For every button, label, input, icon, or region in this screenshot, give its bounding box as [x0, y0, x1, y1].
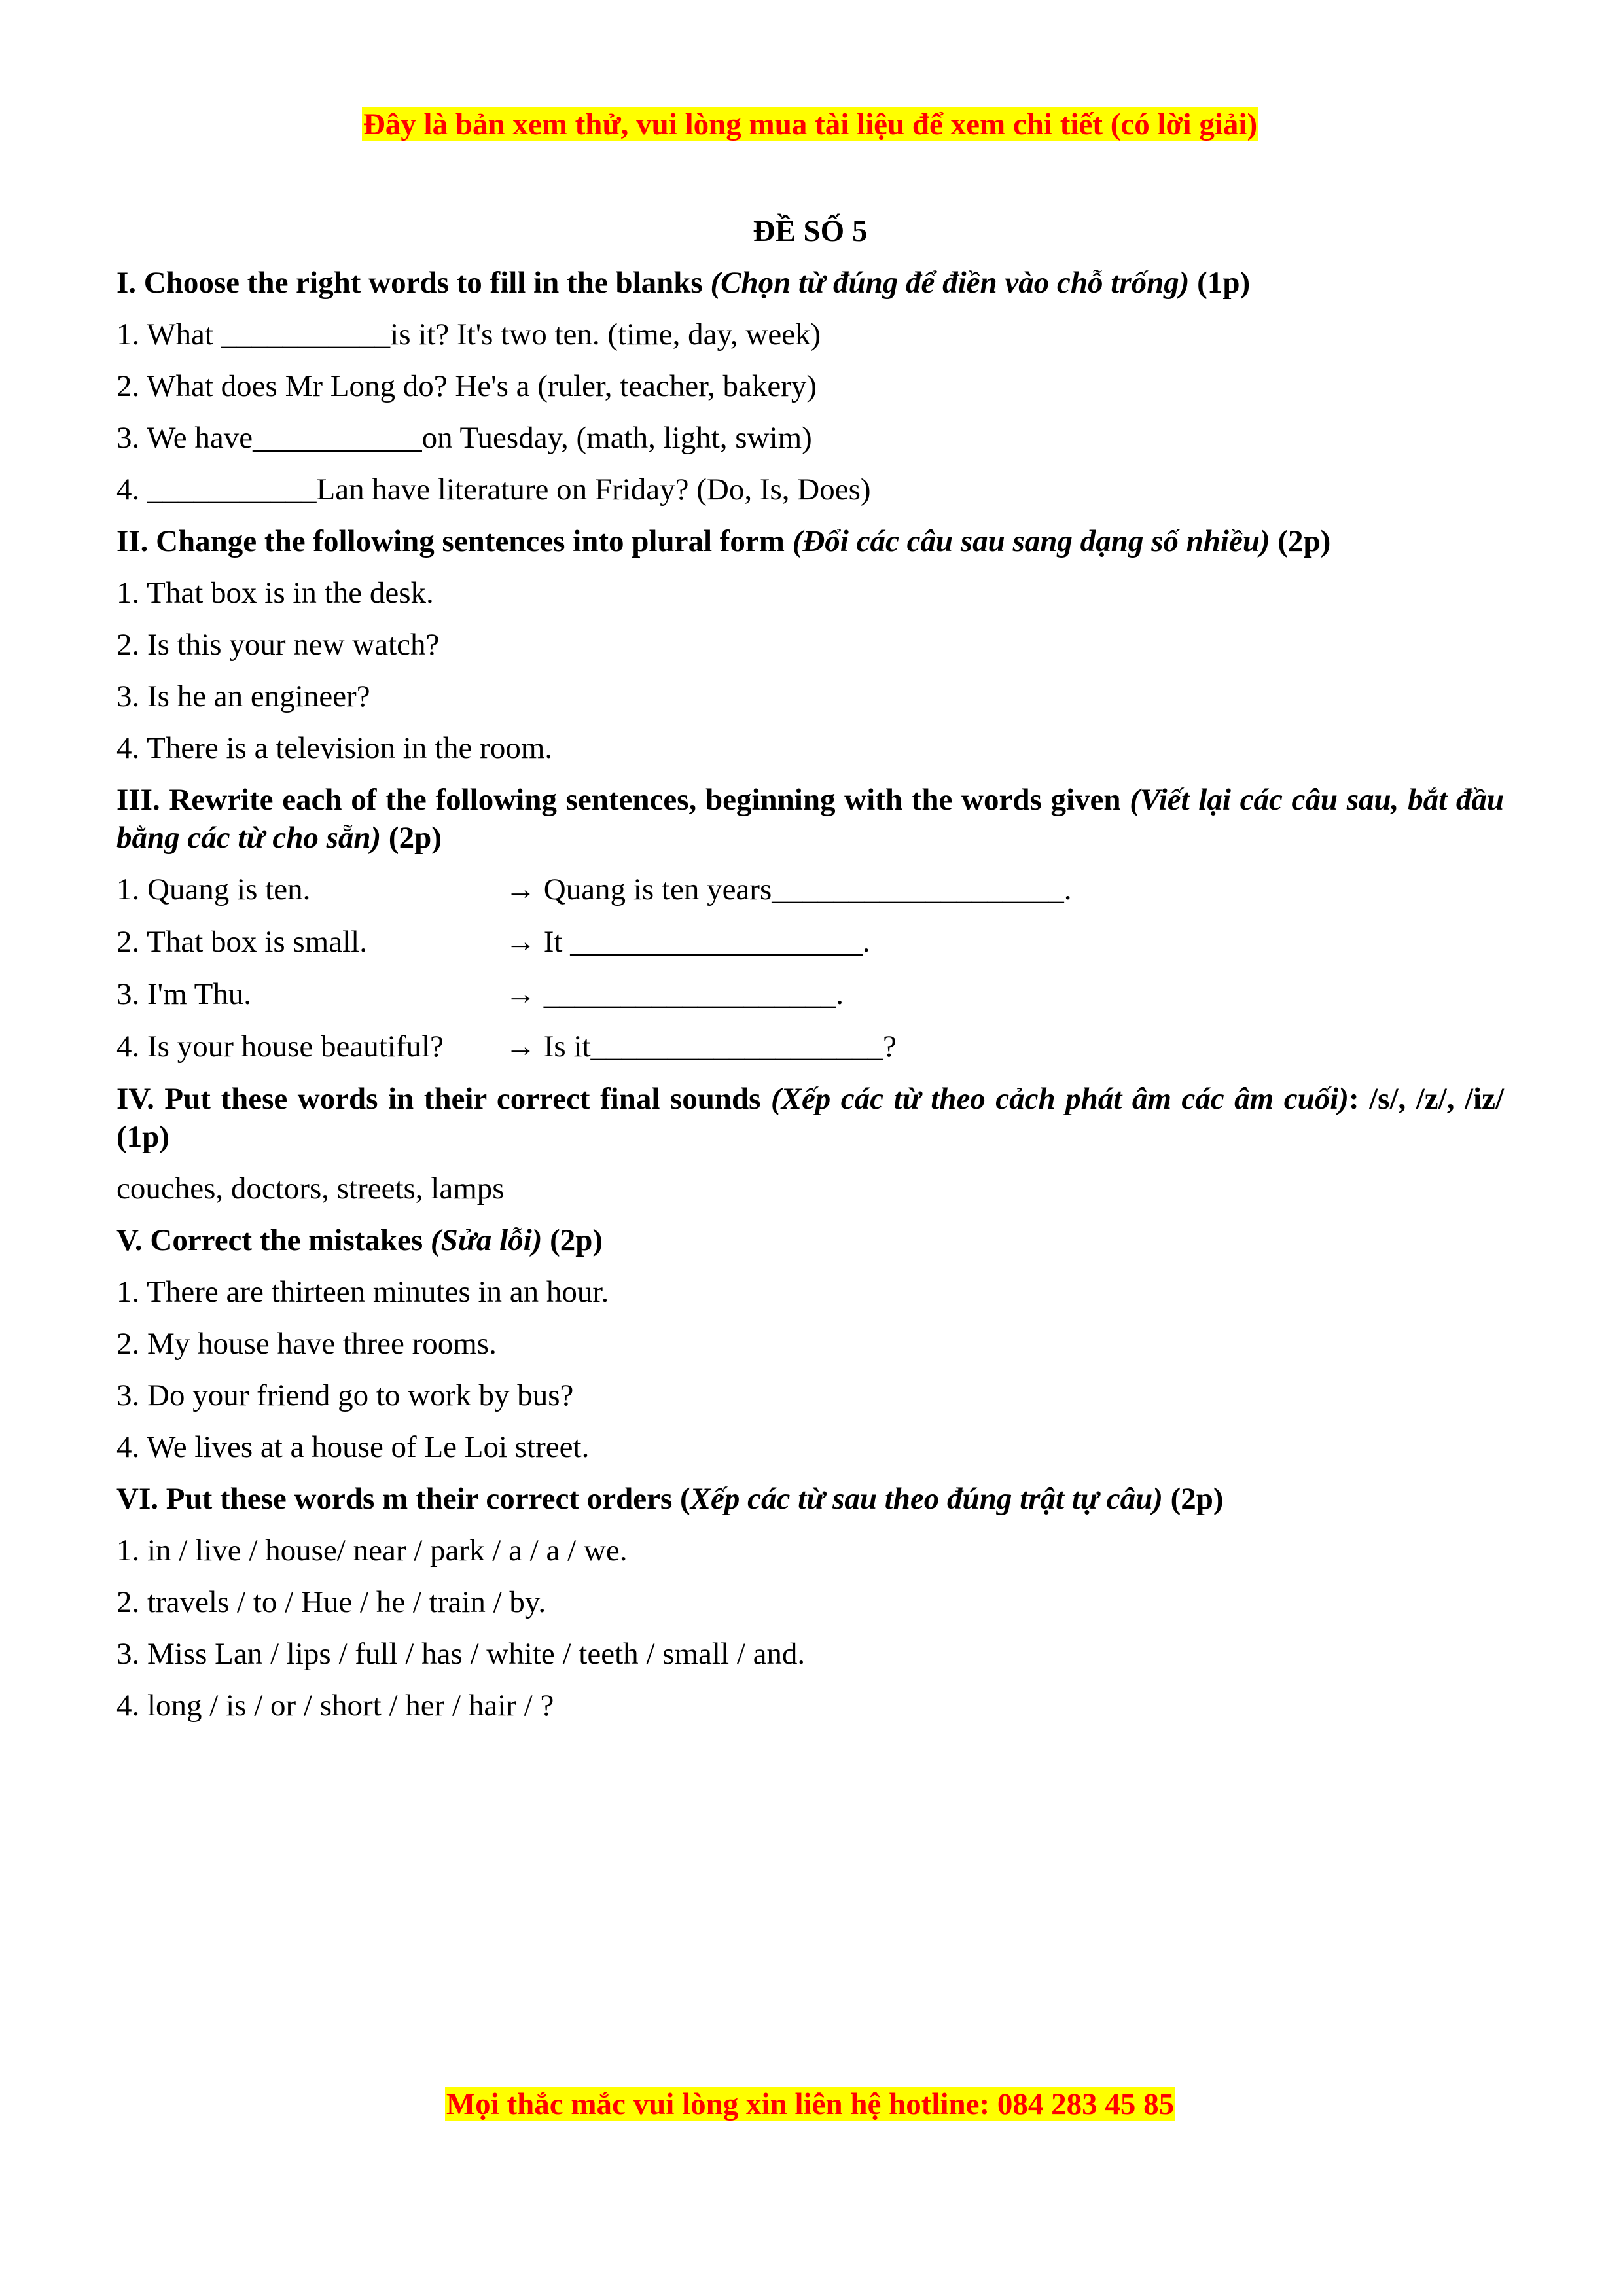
section-5-item: 1. There are thirteen minutes in an hour.	[116, 1275, 609, 1309]
section-2-item: 1. That box is in the desk.	[116, 576, 434, 610]
section-6-item: 3. Miss Lan / lips / full / has / white / teeth / small / and.	[116, 1637, 806, 1671]
section-3-title: III. Rewrite each of the following sentences, beginning with the words given	[116, 783, 1121, 817]
section-2-points: (2p)	[1277, 524, 1331, 558]
section-2-item: 4. There is a television in the room.	[116, 731, 553, 765]
section-1-item: 4. ___________Lan have literature on Friday? (Do, Is, Does)	[116, 473, 871, 507]
rewrite-sentence: 4. Is your house beautiful?	[116, 1030, 444, 1064]
section-2-title-vi: (Đổi các câu sau sang dạng số nhiều)	[792, 524, 1270, 558]
section-3-title-vi: (Viết lại các câu sau, bắt đầu bằng các từ cho sẵn)	[116, 783, 1504, 855]
section-5-item: 2. My house have three rooms.	[116, 1327, 497, 1361]
section-1-item: 2. What does Mr Long do? He's a (ruler, teacher, bakery)	[116, 369, 817, 403]
rewrite-sentence: 2. That box is small.	[116, 925, 367, 959]
exam-content	[116, 212, 1504, 1738]
section-1-points: (1p)	[1197, 266, 1251, 300]
section-1-heading	[116, 264, 1504, 302]
section-5-item: 4. We lives at a house of Le Loi street.	[116, 1430, 590, 1464]
section-2-heading	[116, 522, 1504, 560]
section-5-heading	[116, 1221, 1504, 1259]
section-3-heading	[116, 781, 1504, 857]
rewrite-answer: → It ___________________.	[505, 925, 870, 959]
preview-notice-text: Đây là bản xem thử, vui lòng mua tài liệu để xem chi tiết (có lời giải)	[363, 107, 1258, 141]
section-5-title-vi: (Sửa lỗi)	[430, 1223, 543, 1257]
section-6-item: 4. long / is / or / short / her / hair / ?	[116, 1689, 554, 1723]
section-4-title-vi: (Xếp các từ theo cảch phát âm các âm cuối)	[770, 1082, 1349, 1116]
rewrite-answer: → ___________________.	[505, 977, 844, 1011]
exam-title: ĐỀ SỐ 5	[753, 214, 868, 248]
section-1-title: I. Choose the right words to fill in the blanks	[116, 266, 703, 300]
rewrite-sentence: 1. Quang is ten.	[116, 872, 311, 906]
section-5-title: V. Correct the mistakes	[116, 1223, 423, 1257]
hotline-notice	[116, 2085, 1504, 2123]
section-3-points: (2p)	[388, 821, 442, 855]
section-3-row	[116, 975, 1504, 1013]
preview-notice	[116, 105, 1504, 143]
section-6-item: 1. in / live / house/ near / park / a / a / we.	[116, 1534, 628, 1568]
section-6-points: (2p)	[1170, 1482, 1224, 1516]
section-1-item: 1. What ___________is it? It's two ten. (time, day, week)	[116, 317, 821, 351]
section-4-words: couches, doctors, streets, lamps	[116, 1172, 505, 1206]
section-2-item: 3. Is he an engineer?	[116, 679, 370, 713]
section-3-row	[116, 923, 1504, 961]
rewrite-answer: → Is it___________________?	[505, 1030, 897, 1064]
rewrite-answer: → Quang is ten years___________________.	[505, 872, 1072, 906]
section-6-title: VI. Put these words m their correct orders (	[116, 1482, 690, 1516]
section-2-title: II. Change the following sentences into plural form	[116, 524, 785, 558]
section-4-title: IV. Put these words in their correct final sounds	[116, 1082, 761, 1116]
section-4-points: (1p)	[116, 1120, 169, 1154]
rewrite-sentence: 3. I'm Thu.	[116, 977, 252, 1011]
section-3-row	[116, 870, 1504, 908]
hotline-notice-text: Mọi thắc mắc vui lòng xin liên hệ hotline: 084 283 45 85	[446, 2087, 1175, 2121]
section-1-item: 3. We have___________on Tuesday, (math, light, swim)	[116, 421, 812, 455]
section-4-title-end: : /s/, /z/, /iz/	[1348, 1082, 1505, 1116]
section-1-title-vi: (Chọn từ đúng để điền vào chỗ trống)	[710, 266, 1190, 300]
section-6-item: 2. travels / to / Hue / he / train / by.	[116, 1585, 546, 1619]
section-4-heading	[116, 1080, 1504, 1156]
section-6-title-vi: Xếp các từ sau theo đúng trật tự câu)	[690, 1482, 1163, 1516]
section-6-heading	[116, 1480, 1504, 1518]
section-3-row	[116, 1028, 1504, 1066]
section-2-item: 2. Is this your new watch?	[116, 628, 440, 662]
section-5-points: (2p)	[550, 1223, 603, 1257]
section-5-item: 3. Do your friend go to work by bus?	[116, 1378, 574, 1412]
